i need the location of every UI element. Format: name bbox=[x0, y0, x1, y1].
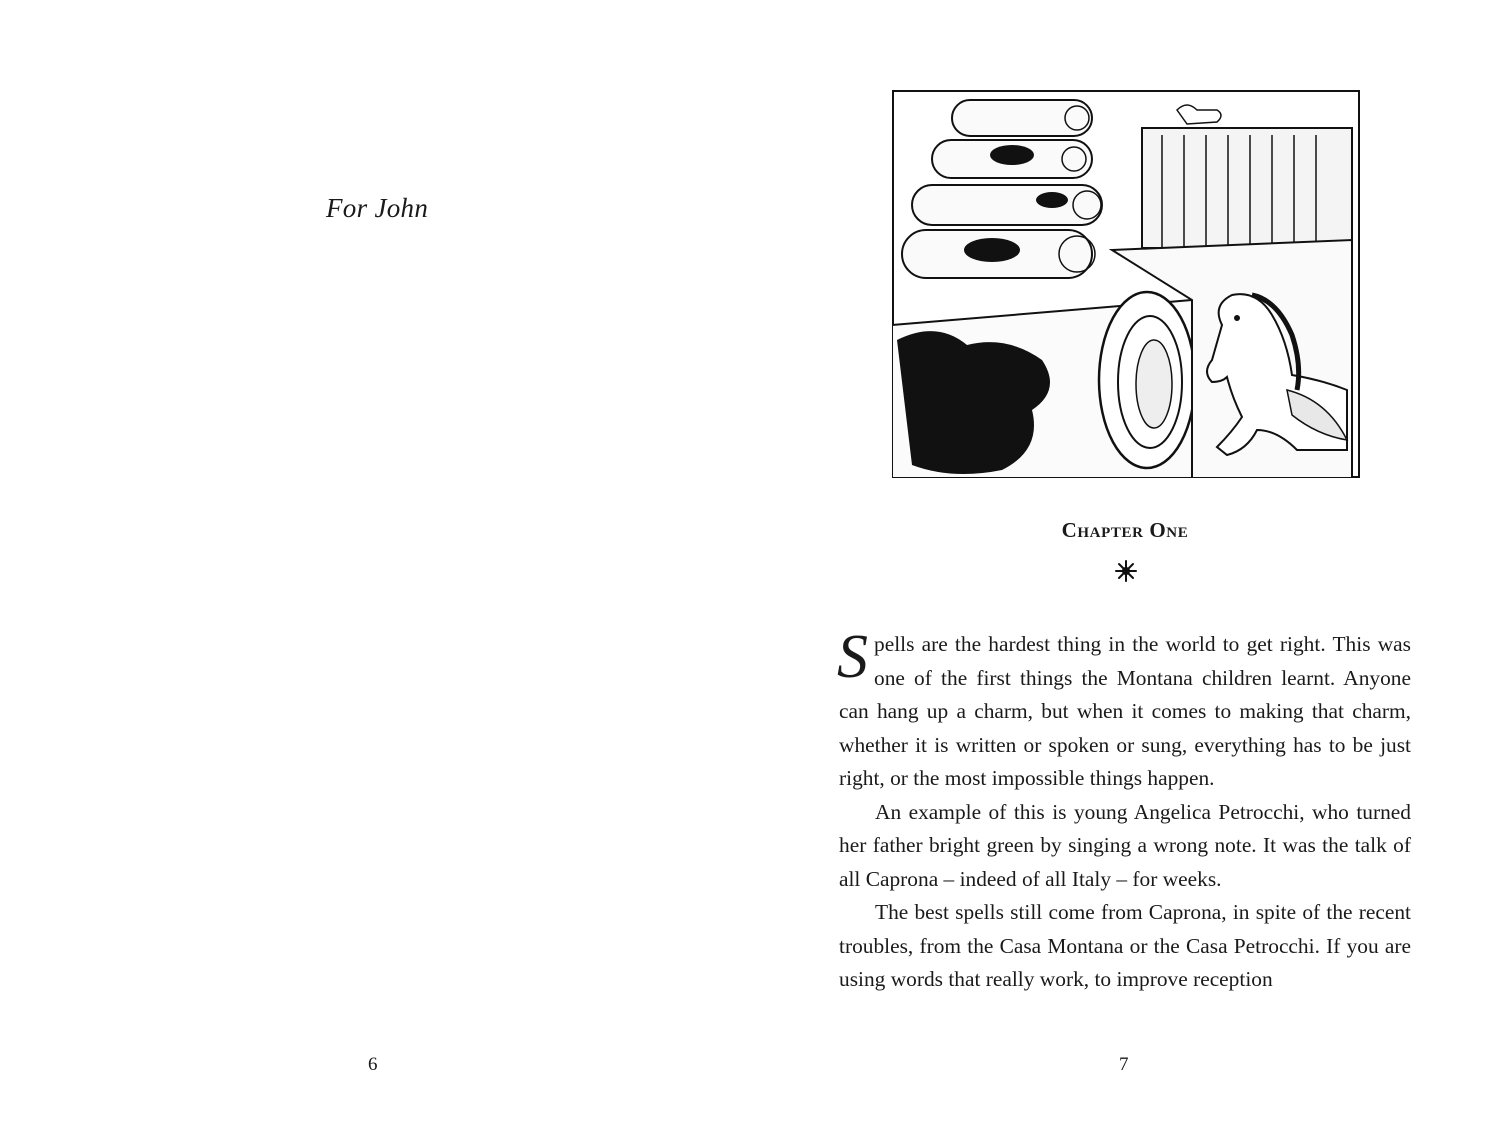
chapter-body bbox=[837, 623, 1411, 997]
page-number-left: 6 bbox=[368, 1054, 378, 1075]
right-page bbox=[750, 0, 1500, 1137]
scrolls-and-pegasus-illustration-icon bbox=[892, 90, 1360, 478]
star-ornament-icon bbox=[1115, 560, 1137, 582]
drop-cap: S bbox=[837, 623, 868, 691]
paragraph: An example of this is young Angelica Petrocchi, who turned her father bright green by singing a wrong note. It was the talk of all Caprona – indeed of all Italy – for weeks. bbox=[839, 799, 1411, 891]
dedication: For John bbox=[326, 193, 429, 223]
paragraph bbox=[837, 623, 1411, 796]
page-number-right: 7 bbox=[1119, 1054, 1129, 1075]
paragraph: The best spells still come from Caprona, in spite of the recent troubles, from the Casa Montana or the Casa Petrocchi. If you are using words that really work, to improve reception bbox=[839, 900, 1411, 991]
paragraph-text: pells are the hardest thing in the world to get right. This was one of the first things the Montana children learnt. Anyone can hang up a charm, but when it comes to making that charm, whether it is written or spoken or sung, everything has to be just right, or the most impossible things happen. bbox=[839, 632, 1411, 790]
chapter-title: Chapter One bbox=[1061, 518, 1189, 542]
